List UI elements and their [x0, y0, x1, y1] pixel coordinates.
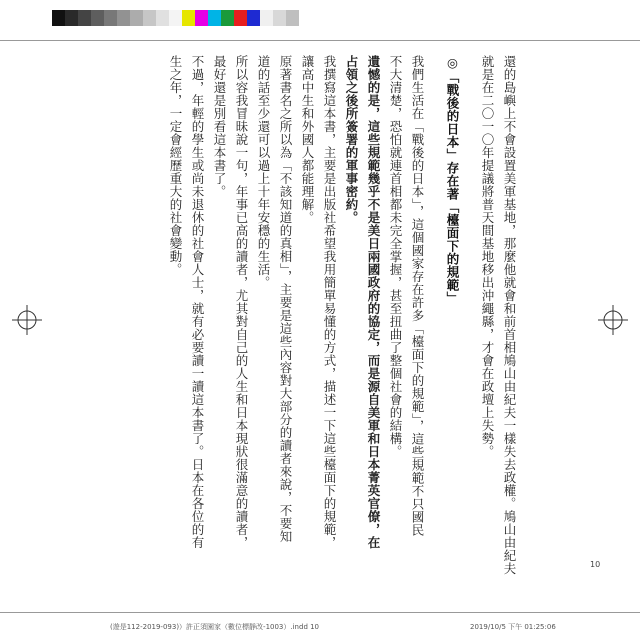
- color-swatch: [91, 10, 104, 26]
- color-swatch: [182, 10, 195, 26]
- color-swatch: [104, 10, 117, 26]
- color-swatch: [156, 10, 169, 26]
- text-column-4: 我們生活在「戰後的日本」，這個國家存在許多「檯面下的規範」，這些規範不只國民: [410, 55, 425, 537]
- color-swatch: [52, 10, 65, 26]
- color-swatch: [169, 10, 182, 26]
- section-heading: ◎「戰後的日本」存在著「檯面下的規範」: [445, 55, 460, 305]
- text-column-14: 不過，年輕的學生或尚未退休的社會人士，就有必要讀一讀這本書了。日本在各位的有: [190, 55, 205, 549]
- color-swatch: [221, 10, 234, 26]
- print-slug-right: 2019/10/5 下午 01:25:06: [470, 623, 556, 631]
- text-column-9: 讓高中生和外國人都能理解。: [300, 55, 315, 224]
- registration-mark-left: [12, 305, 42, 335]
- text-column-15: 生之年，一定會經歷重大的社會變動。: [168, 55, 183, 276]
- text-column-2: 就是在二〇一〇年提議將普天間基地移出沖繩縣，才會在政壇上失勢。: [480, 55, 495, 458]
- color-swatch: [260, 10, 273, 26]
- text-column-13: 最好還是別看這本書了。: [212, 55, 227, 198]
- color-swatch: [143, 10, 156, 26]
- color-swatch: [286, 10, 299, 26]
- color-swatch: [273, 10, 286, 26]
- text-column-12: 所以容我冒昧說一句，年事已高的讀者，尤其對自己的人生和日本現狀很滿意的讀者，: [234, 55, 249, 549]
- color-swatch: [195, 10, 208, 26]
- color-swatch: [247, 10, 260, 26]
- text-column-7-emphasis: 占領之後所簽署的軍事密約。: [344, 55, 359, 224]
- crop-line-top: [0, 40, 640, 41]
- crop-line-bottom: [0, 612, 640, 613]
- color-swatch: [208, 10, 221, 26]
- text-column-8: 我撰寫這本書，主要是出版社希望我用簡單易懂的方式，描述一下這些檯面下的規範，: [322, 55, 337, 549]
- registration-mark-right: [598, 305, 628, 335]
- color-calibration-bar: [52, 10, 299, 26]
- text-column-11: 道的話至少還可以過上十年安穩的生活。: [256, 55, 271, 289]
- color-swatch: [117, 10, 130, 26]
- color-swatch: [130, 10, 143, 26]
- text-column-6-emphasis: 遺憾的是，這些規範幾乎不是美日兩國政府的協定，而是源自美軍和日本菁英官僚，在: [366, 55, 381, 549]
- color-swatch: [78, 10, 91, 26]
- print-slug-left: (遊是112-2019-093)）許正須園家（數位標靜改-1003）.indd 10: [110, 623, 320, 631]
- text-column-1: 還的島嶼上不會設置美軍基地，那麼他就會和前首相鳩山由紀夫一樣失去政權。鳩山由紀夫: [502, 55, 517, 575]
- color-swatch: [234, 10, 247, 26]
- text-column-10: 原著書名之所以為「不該知道的真相」，主要是這些內容對大部分的讀者來說，不要知: [278, 55, 293, 543]
- text-column-5: 不大清楚，恐怕就連首相都未完全掌握，甚至扭曲了整個社會的結構。: [388, 55, 403, 458]
- color-swatch: [65, 10, 78, 26]
- page-number: 10: [590, 560, 601, 569]
